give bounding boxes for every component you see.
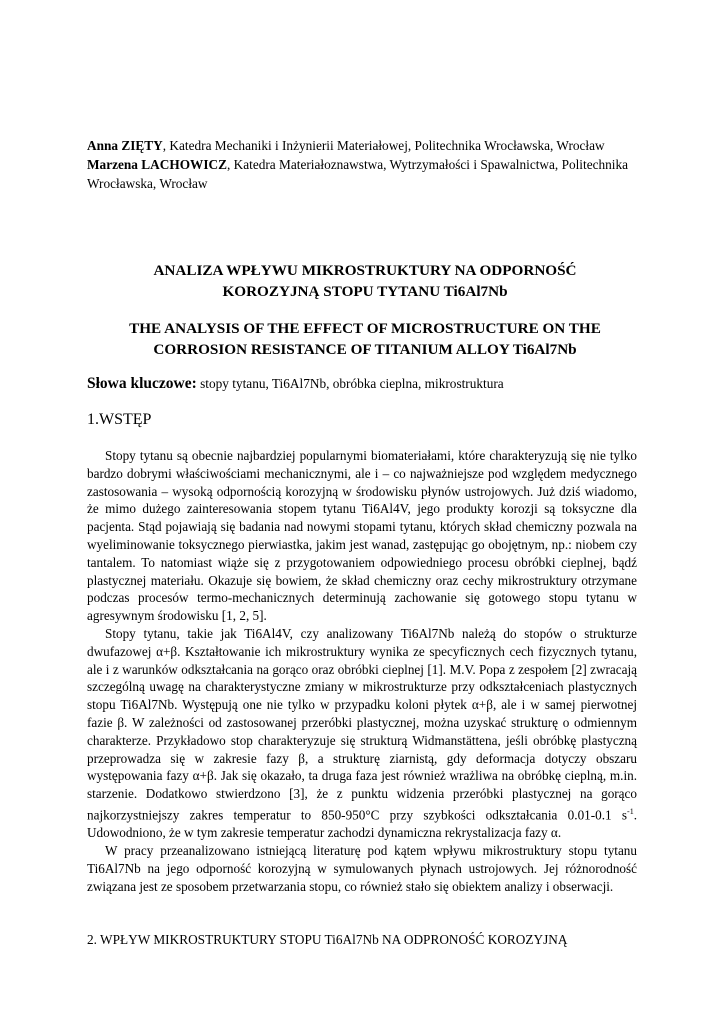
- body-text: [87, 447, 637, 895]
- author-affiliation: , Katedra Materiałoznawstwa, Wytrzymałości i Spawalnictwa, Politechnika Wrocławska, Wrocław: [87, 157, 629, 191]
- paragraph: W pracy przeanalizowano istniejącą literaturę pod kątem wpływu mikrostruktury stopu tytanu Ti6Al7Nb na jego odporność korozyjną w symulowanych płynach ustrojowych. Jej różnorodność związana jest ze sposobem przetwarzania stopu, co również stało się obiektem analizy i obserwacji.: [87, 842, 637, 894]
- paragraph: Stopy tytanu są obecnie najbardziej popularnymi biomateriałami, które charakteryzują się nie tylko bardzo dobrymi właściwościami mechanicznymi, ale i – co najważniejsze pod względem medycznego zastosowania – wysoką odpornością korozyjną w środowisku płynów ustrojowych. Już dziś wiadomo, że mimo dużego zainteresowania stopem tytanu Ti6Al4V, jego produkty korozji są toksyczne dla pacjenta. Stąd pojawiają się badania nad nowymi stopami tytanu, których skład chemiczny pozwala na wyeliminowanie toksycznego pierwiastka, jakim jest wanad, zastępując go obojętnym, np.: niobem czy tantalem. To natomiast wiąże się z przygotowaniem odpowiedniego procesu obróbki cieplnej, bądź plastycznej materiału. Okazuje się bowiem, że skład chemiczny oraz cechy mikrostruktury otrzymane podczas procesów termo-mechanicznych determinują zachowanie się gotowego stopu tytanu w agresywnym środowisku [1, 2, 5].: [87, 448, 637, 624]
- title-polish-line: ANALIZA WPŁYWU MIKROSTRUKTURY NA ODPORNOŚĆ: [153, 262, 577, 279]
- author-affiliation: , Katedra Mechaniki i Inżynierii Materiałowej, Politechnika Wrocławska, Wrocław: [162, 138, 605, 153]
- paragraph-text: Stopy tytanu, takie jak Ti6Al4V, czy analizowany Ti6Al7Nb należą do stopów o strukturze dwufazowej α+β. Kształtowanie ich mikrostruktury wynika ze specyficznych cech fizycznych tytanu, ale i z warunków odkształcania na gorąco oraz obróbki cieplnej [1]. M.V. Popa z zespołem [2] zwracają szczególną uwagę na charakterystyczne zmiany w mikrostrukturze przy odkształceniach plastycznych stopu Ti6Al7Nb. Występują one nie tylko w przypadku koloni płytek α+β, ale i w samej pierwotnej fazie β. W zależności od zastosowanej przeróbki plastycznej, można uzyskać strukturę o odmiennym charakterze. Przykładowo stop charakteryzuje się strukturą Widmanstättena, jeśli obróbkę plastyczną przeprowadza się w zakresie fazy β, a strukturę ziarnistą, gdy deformacja dotyczy obszaru występowania fazy α+β. Jak się okazało, ta druga faza jest również wrażliwa na obróbkę cieplną, m.in. starzenie. Dodatkowo stwierdzono [3], że z punktu widzenia przeróbki plastycznej na gorąco najkorzystniejszy zakres temperatur to 850-950°C przy szybkości odkształcania 0.01-0.1 s: [87, 625, 637, 823]
- title-english-line: CORROSION RESISTANCE OF TITANIUM ALLOY Ti6Al7Nb: [153, 341, 577, 358]
- section-heading-microstructure: 2. WPŁYW MIKROSTRUKTURY STOPU Ti6Al7Nb NA ODPRONOŚĆ KOROZYJNĄ: [87, 932, 568, 947]
- title-english: [87, 318, 643, 360]
- author-block: [87, 136, 647, 193]
- keywords-label: Słowa kluczowe:: [87, 375, 197, 392]
- paragraph-text: . Udowodniono, że w tym zakresie temperatur zachodzi dynamiczna rekrystalizacja fazy α.: [87, 807, 637, 841]
- author-entry: [87, 155, 647, 193]
- keywords-text: stopy tytanu, Ti6Al7Nb, obróbka cieplna, mikrostruktura: [196, 376, 504, 391]
- title-english-line: THE ANALYSIS OF THE EFFECT OF MICROSTRUCTURE ON THE: [129, 320, 601, 337]
- section-heading-introduction: 1.WSTĘP: [87, 411, 152, 428]
- author-name: Anna ZIĘTY: [87, 138, 163, 153]
- paragraph: [87, 625, 637, 842]
- superscript: -1: [627, 806, 634, 816]
- keywords: [87, 374, 647, 394]
- title-polish-line: KOROZYJNĄ STOPU TYTANU Ti6Al7Nb: [222, 283, 508, 300]
- author-name: Marzena LACHOWICZ: [87, 157, 227, 172]
- title-polish: [87, 260, 643, 302]
- author-entry: [87, 136, 647, 155]
